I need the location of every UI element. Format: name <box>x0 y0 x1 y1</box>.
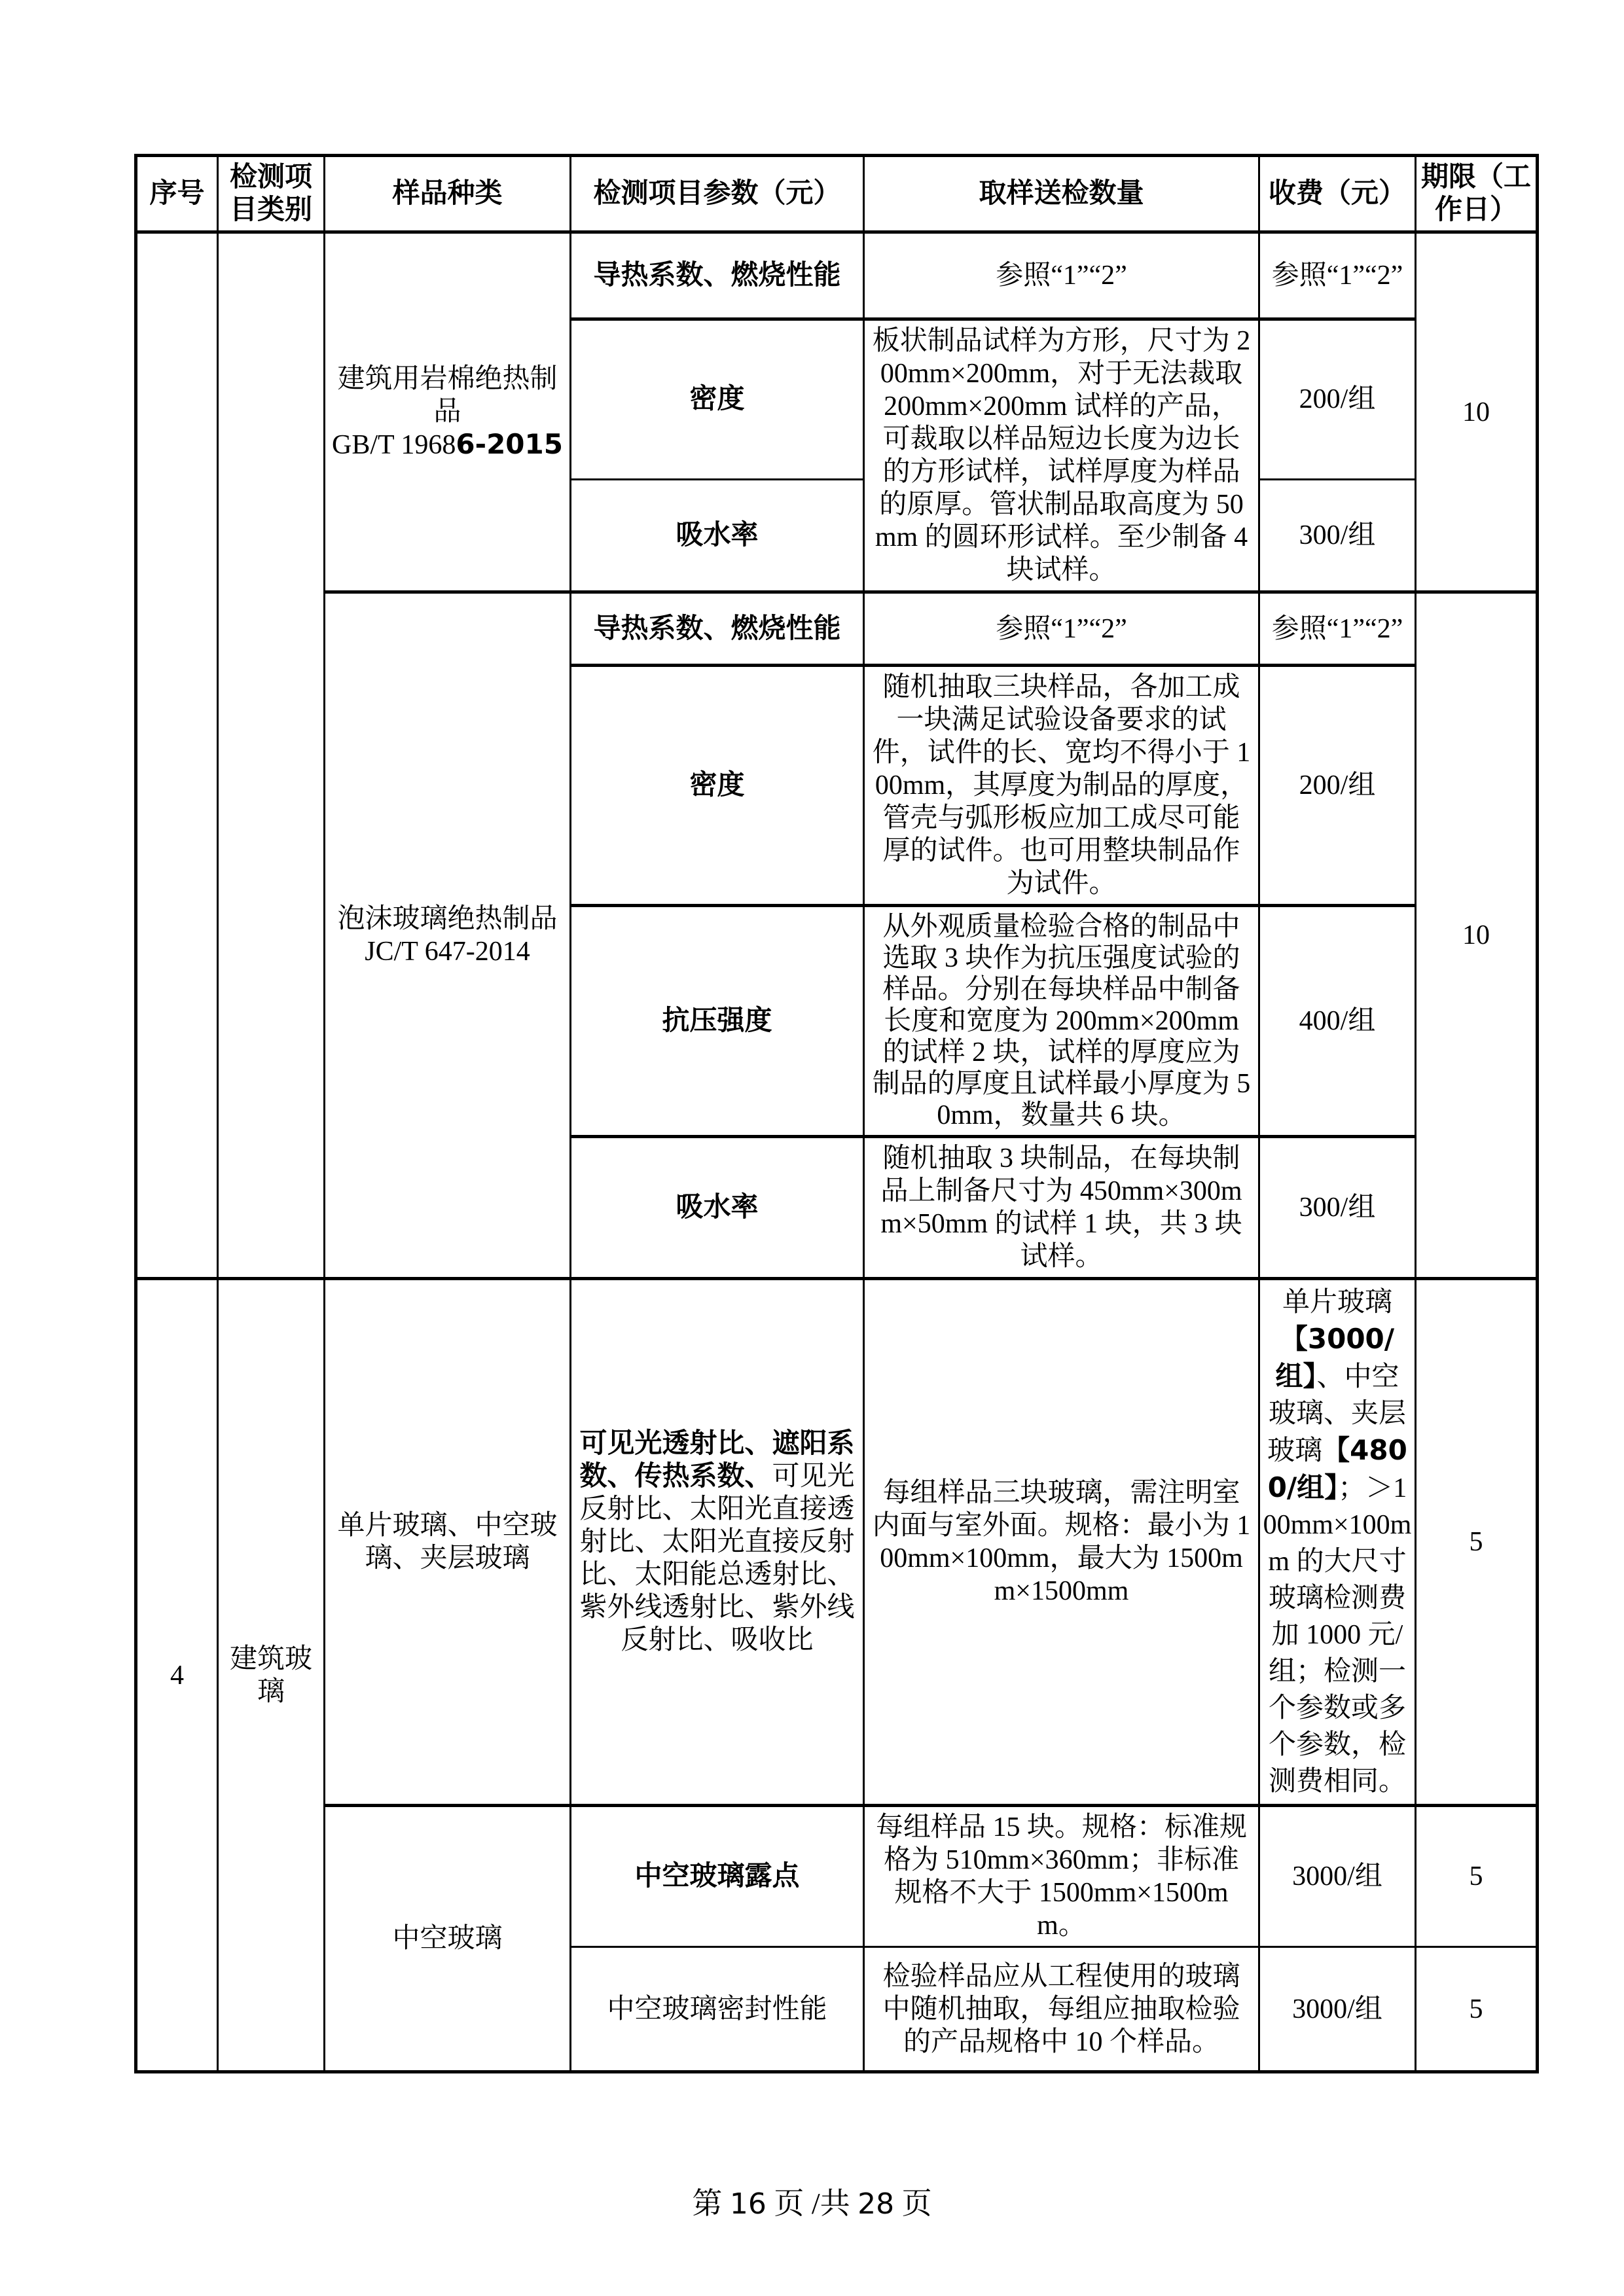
param-cell: 密度 <box>571 319 864 480</box>
header-sample-type: 样品种类 <box>325 156 571 232</box>
sampling-cell: 板状制品试样为方形，尺寸为 200mm×200mm，对于无法裁取 200mm×200mm 试样的产品，可裁取以样品短边长度为边长的方形试样，试样厚度为样品的原厚。管状制品取高度为 50mm 的圆环形试样。至少制备 4 块试样。 <box>864 319 1259 592</box>
fee-cell: 200/组 <box>1259 666 1416 906</box>
duration-cell: 5 <box>1416 1806 1538 1947</box>
param-bold-part: 可见光透射比、遮阳系数、传热系数、 <box>579 1429 855 1492</box>
fee-cell: 200/组 <box>1259 319 1416 480</box>
testing-fee-table <box>134 154 1539 2073</box>
standard-number: JC/T 647-2014 <box>365 937 530 967</box>
sampling-cell: 随机抽取三块样品，各加工成一块满足试验设备要求的试件，试件的长、宽均不得小于 100mm，其厚度为制品的厚度，管壳与弧形板应加工成尽可能厚的试件。也可用整块制品作为试件。 <box>864 666 1259 906</box>
standard-number: GB/T 19686-2015 <box>332 428 563 460</box>
header-test-parameter: 检测项目参数（元） <box>571 156 864 232</box>
param-cell: 密度 <box>571 666 864 906</box>
param-cell: 中空玻璃露点 <box>571 1806 864 1947</box>
sample-type-cell-foamglass <box>325 592 571 1279</box>
duration-cell: 5 <box>1416 1279 1538 1806</box>
sample-type-cell-insulating-glass: 中空玻璃 <box>325 1806 571 2072</box>
sampling-cell: 每组样品 15 块。规格：标准规格为 510mm×360mm；非标准规格不大于 1500mm×1500mm。 <box>864 1806 1259 1947</box>
header-sampling-quantity: 取样送检数量 <box>864 156 1259 232</box>
fee-cell: 300/组 <box>1259 479 1416 592</box>
param-cell: 导热系数、燃烧性能 <box>571 592 864 666</box>
page-number: 16 <box>729 2187 767 2221</box>
header-category: 检测项目类别 <box>218 156 325 232</box>
sample-name: 建筑用岩棉绝热制品 <box>337 364 558 427</box>
fee-cell: 400/组 <box>1259 906 1416 1137</box>
fee-cell: 单片玻璃【3000/组】、中空玻璃、夹层玻璃【4800/组】；＞100mm×100mm 的大尺寸玻璃检测费加 1000 元/组；检测一个参数或多个参数，检测费相同。 <box>1259 1279 1416 1806</box>
duration-cell: 5 <box>1416 1947 1538 2072</box>
fee-cell: 3000/组 <box>1259 1806 1416 1947</box>
param-cell: 抗压强度 <box>571 906 864 1137</box>
table-row <box>136 592 1538 666</box>
param-cell: 导热系数、燃烧性能 <box>571 232 864 319</box>
category-cell-empty <box>218 232 325 1279</box>
table-row <box>136 1279 1538 1806</box>
param-cell <box>571 1279 864 1806</box>
sampling-cell: 随机抽取 3 块制品，在每块制品上制备尺寸为 450mm×300mm×50mm 的试样 1 块，共 3 块试样。 <box>864 1137 1259 1279</box>
table-header-row <box>136 156 1538 232</box>
fee-cell: 3000/组 <box>1259 1947 1416 2072</box>
header-duration: 期限（工作日） <box>1416 156 1538 232</box>
duration-cell: 10 <box>1416 232 1538 592</box>
param-regular-part: 可见光反射比、太阳光直接透射比、太阳光直接反射比、太阳能总透射比、紫外线透射比、紫外线反射比、吸收比 <box>579 1462 855 1655</box>
footer-text: 第 <box>692 2187 730 2220</box>
sampling-cell: 每组样品三块玻璃，需注明室内面与室外面。规格：最小为 100mm×100mm，最大为 1500mm×1500mm <box>864 1279 1259 1806</box>
param-cell: 吸水率 <box>571 479 864 592</box>
table-row <box>136 232 1538 319</box>
fee-cell: 参照“1”“2” <box>1259 592 1416 666</box>
sample-name: 泡沫玻璃绝热制品 <box>337 904 558 934</box>
header-serial: 序号 <box>136 156 218 232</box>
sampling-cell: 从外观质量检验合格的制品中选取 3 块作为抗压强度试验的样品。分别在每块样品中制备长度和宽度为 200mm×200mm 的试样 2 块，试样的厚度应为制品的厚度且试样最小厚度为 50mm，数量共 6 块。 <box>864 906 1259 1137</box>
header-fee: 收费（元） <box>1259 156 1416 232</box>
param-cell: 中空玻璃密封性能 <box>571 1947 864 2072</box>
serial-cell: 4 <box>136 1279 218 2072</box>
fee-cell: 参照“1”“2” <box>1259 232 1416 319</box>
duration-cell: 10 <box>1416 592 1538 1279</box>
category-cell: 建筑玻璃 <box>218 1279 325 2072</box>
sampling-cell: 参照“1”“2” <box>864 232 1259 319</box>
serial-cell-empty <box>136 232 218 1279</box>
total-pages: 28 <box>857 2187 895 2221</box>
sampling-cell: 检验样品应从工程使用的玻璃中随机抽取，每组应抽取检验的产品规格中 10 个样品。 <box>864 1947 1259 2072</box>
sample-type-cell-rockwool <box>325 232 571 592</box>
sample-type-cell-glass: 单片玻璃、中空玻璃、夹层玻璃 <box>325 1279 571 1806</box>
table-row <box>136 1806 1538 1947</box>
sampling-cell: 参照“1”“2” <box>864 592 1259 666</box>
param-cell: 吸水率 <box>571 1137 864 1279</box>
page-footer: 第 16 页 /共 28 页 <box>692 2187 932 2221</box>
fee-cell: 300/组 <box>1259 1137 1416 1279</box>
